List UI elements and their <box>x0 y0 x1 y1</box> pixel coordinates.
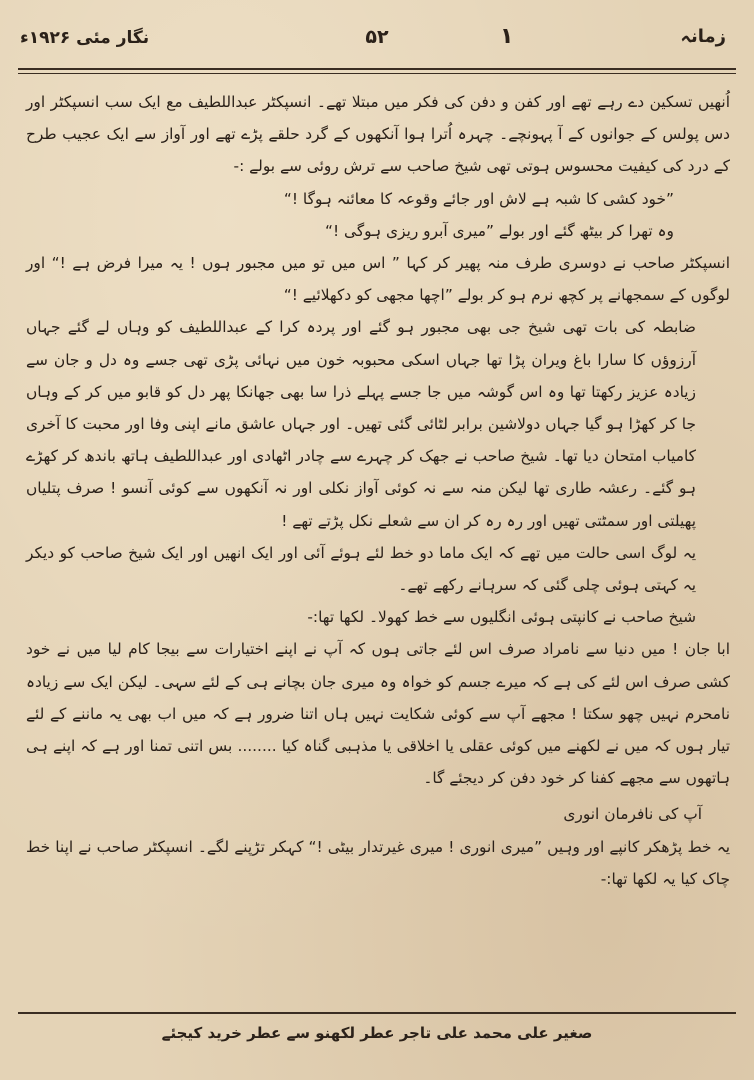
magazine-title: زمانہ <box>680 26 726 47</box>
footer-advert: صغیر علی محمد علی تاجر عطر لکھنو سے عطر خرید کیجئے <box>161 1024 593 1042</box>
letter-text: ابا جان ! میں دنیا سے نامراد صرف اس لئے جاتی ہوں کہ آپ نے اپنے اختیارات سے بیجا کام لیا میں نے خود کشی صرف اس لئے کی ہے کہ میرے جسم کو خواہ وہ میری جان بچانے ہی کے لئے سہی۔ لیکن ایک سے زیادہ نامحرم نہیں چھو سکتا ! مجھے آپ سے کوئی شکایت نہیں ہاں اتنا ضرور ہے کہ میں اب بھی یہ ماننے کے لئے تیار ہوں کہ میں نے لکھنے میں کوئی عقلی یا اخلاقی یا مذہبی گناہ کیا ........ بس اتنی تمنا اور ہے کہ اپنے ہی ہاتھوں سے مجھے کفنا کر خود دفن کر دیجئے گا۔ <box>26 640 730 788</box>
section-mark: ۱ <box>500 24 514 49</box>
paragraph: ضابطہ کی بات تھی شیخ جی بھی مجبور ہو گئے اور پردہ کرا کے عبداللطیف کو وہاں لے گئے جہاں آرزوؤں کا سارا باغ ویران پڑا تھا جہاں اسکی محبوبہ خون میں نہائی پڑی تھی جسے وہ دل و جان سے زیادہ عزیز رکھتا تھا وہ اس گوشہ میں جا جسے پہلے ذرا سا بھی جھانکا پھر دل کو قابو میں کر کے وہاں جا کر کھڑا ہو گیا جہاں دولاشین برابر لٹائی گئی تھیں۔ اور جہاں عاشق مانے اپنی وفا اور محبت کا آخری کامیاب امتحان دیا تھا۔ شیخ صاحب نے جھک کر چہرے سے چادر اٹھادی اور عبداللطیف ہاتھ باندھ کر کھڑے ہو گئے۔ رعشہ طاری تھا لیکن منہ سے نہ کوئی آواز نکلی اور نہ آنکھوں سے کوئی آنسو ! صرف پتلیاں پھیلتی اور سمٹتی تھیں اور رہ رہ کر ان سے شعلے نکل پڑتے تھے ! <box>26 318 696 530</box>
header-rule <box>18 68 736 70</box>
paragraph: اُنھیں تسکین دے رہے تھے اور کفن و دفن کی فکر میں مبتلا تھے۔ انسپکٹر عبداللطیف مع ایک سب انسپکٹر اور دس پولس کے جوانوں کے آ پہونچے۔ چہرہ اُترا ہوا آنکھوں کے گرد حلقے پڑے تھے اور آواز سے ایک عجیب طرح کے درد کی کیفیت محسوس ہوتی تھی شیخ صاحب سے ترش روئی سے بولے :- <box>26 93 730 176</box>
paragraph: انسپکٹر صاحب نے دوسری طرف منہ پھیر کر کہا ” اس میں تو میں مجبور ہوں ! یہ میرا فرض ہے !“ اور لوگوں کے سمجھانے پر کچھ نرم ہو کر بولے ”اچھا مجھی کو دکھلائیے !“ <box>26 254 730 305</box>
letter-signature: آپ کی نافرمان انوری <box>563 805 702 824</box>
footer-rule <box>18 1012 736 1014</box>
issue-date: نگار مئی ۱۹۲۶ء <box>20 28 150 48</box>
page-header <box>20 14 734 60</box>
quote-line: وہ تھرا کر بیٹھ گئے اور بولے ”میری آبرو ریزی ہوگی !“ <box>324 221 674 240</box>
quote-line: ”خود کشی کا شبہ ہے لاش اور جائے وقوعہ کا معائنہ ہوگا !“ <box>283 189 674 208</box>
paragraph: شیخ صاحب نے کانپتی ہوئی انگلیوں سے خط کھولا۔ لکھا تھا:- <box>307 608 696 627</box>
page-number: ۵۲ <box>365 26 389 48</box>
paragraph: یہ لوگ اسی حالت میں تھے کہ ایک ماما دو خط لئے ہوئے آئی اور ایک انھیں اور ایک شیخ صاحب کو دیکر یہ کہتی ہوئی چلی گئی کہ سرہانے رکھے تھے۔ <box>26 543 696 595</box>
article-body <box>26 86 730 996</box>
paragraph: یہ خط پڑھکر کانپے اور وہیں ”میری انوری ! میری غیرتدار بیٹی !“ کہکر تڑپنے لگے۔ انسپکٹر صاحب نے اپنا خط چاک کیا یہ لکھا تھا:- <box>26 837 730 888</box>
header-rule-thin <box>18 73 736 74</box>
